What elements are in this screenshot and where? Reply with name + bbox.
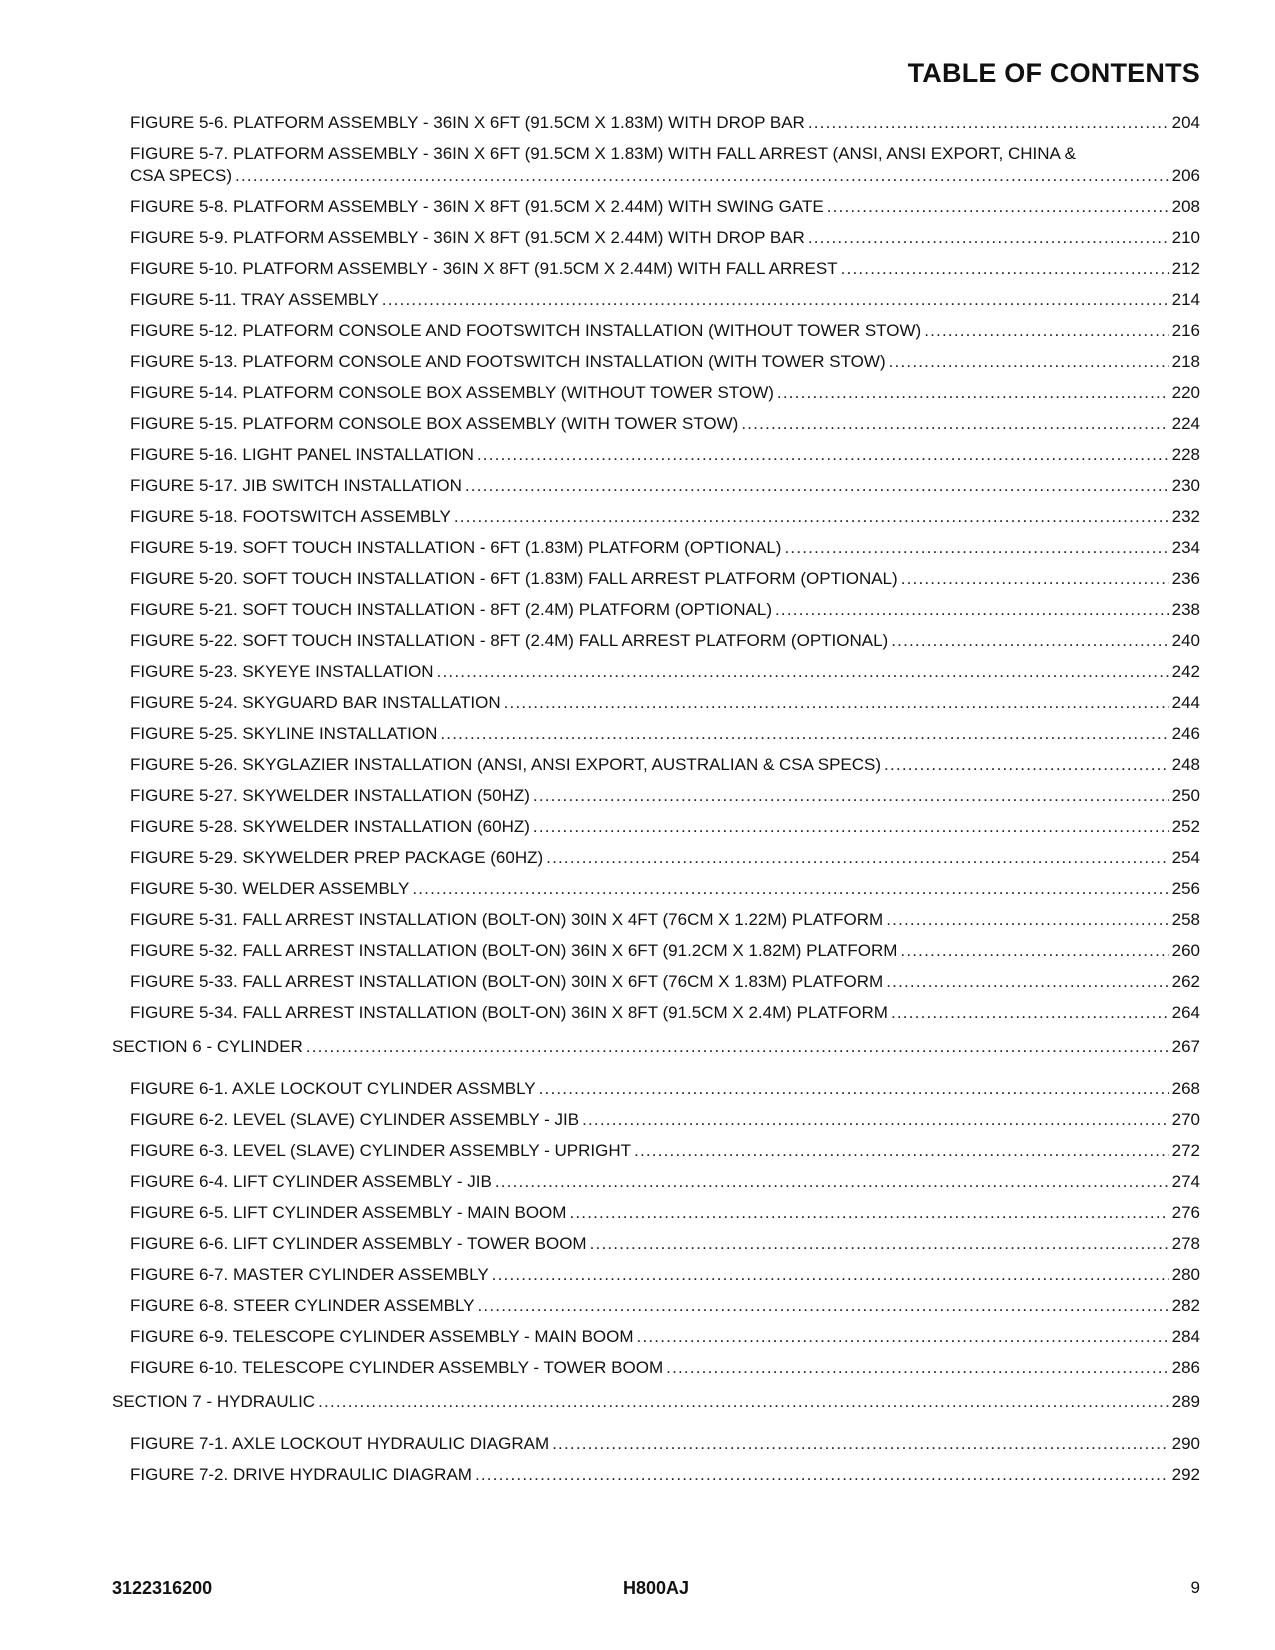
- toc-entry-page: 289: [1171, 1392, 1200, 1411]
- toc-entry-row: [130, 630, 1200, 652]
- toc-entry-page: 218: [1171, 352, 1200, 371]
- toc-figure-entry[interactable]: [0, 1433, 1275, 1455]
- toc-entry-page: 236: [1171, 569, 1200, 588]
- toc-entry-page: 292: [1171, 1465, 1200, 1484]
- toc-entry-label: FIGURE 5-30. WELDER ASSEMBLY: [130, 879, 410, 898]
- toc-entry-page: 264: [1171, 1003, 1200, 1022]
- toc-figure-entry[interactable]: [0, 444, 1275, 466]
- toc-figure-entry[interactable]: [0, 227, 1275, 249]
- toc-entry-label: FIGURE 5-18. FOOTSWITCH ASSEMBLY: [130, 507, 451, 526]
- toc-entry-page: 274: [1171, 1172, 1200, 1191]
- dot-leader: [841, 258, 1169, 280]
- toc-entry-page: 284: [1171, 1327, 1200, 1346]
- toc-entry-row: [130, 112, 1200, 134]
- toc-entry-label: FIGURE 5-16. LIGHT PANEL INSTALLATION: [130, 445, 474, 464]
- toc-entry-label: FIGURE 6-1. AXLE LOCKOUT CYLINDER ASSMBLY: [130, 1079, 536, 1098]
- toc-entry-page: 280: [1171, 1265, 1200, 1284]
- toc-figure-entry[interactable]: [0, 351, 1275, 373]
- toc-entry-page: 208: [1171, 197, 1200, 216]
- page-number: 9: [1190, 1578, 1200, 1597]
- toc-entry-label: CSA SPECS): [130, 166, 233, 185]
- dot-leader: [590, 1233, 1169, 1255]
- toc-entry-page: 260: [1171, 941, 1200, 960]
- toc-section-entry[interactable]: [0, 1036, 1275, 1058]
- toc-entry-label: SECTION 7 - HYDRAULIC: [112, 1392, 316, 1411]
- model-name: H800AJ: [622, 1578, 690, 1598]
- toc-entry-label: FIGURE 6-6. LIFT CYLINDER ASSEMBLY - TOWER BOOM: [130, 1234, 587, 1253]
- toc-figure-entry[interactable]: [0, 1326, 1275, 1348]
- toc-figure-entry[interactable]: [0, 692, 1275, 714]
- toc-entry-row: [130, 1171, 1200, 1193]
- toc-entry-row: [112, 1391, 1200, 1413]
- toc-figure-entry[interactable]: [0, 1233, 1275, 1255]
- toc-entry-page: 232: [1171, 507, 1200, 526]
- toc-entry-row: [130, 413, 1200, 435]
- toc-entry-page: 267: [1171, 1037, 1200, 1056]
- toc-figure-entry[interactable]: [0, 878, 1275, 900]
- toc-figure-entry[interactable]: [0, 785, 1275, 807]
- toc-entry-row: [130, 382, 1200, 404]
- toc-entry-page: 286: [1171, 1358, 1200, 1377]
- toc-entry-row: [130, 599, 1200, 621]
- toc-entry-page: 224: [1171, 414, 1200, 433]
- toc-entry-page: 272: [1171, 1141, 1200, 1160]
- toc-entry-label: FIGURE 7-2. DRIVE HYDRAULIC DIAGRAM: [130, 1465, 472, 1484]
- toc-entry-label-line1: FIGURE 5-7. PLATFORM ASSEMBLY - 36IN X 6FT (91.5CM X 1.83M) WITH FALL ARREST (ANSI, ANSI EXPORT, CHINA &: [130, 144, 1076, 163]
- dot-leader: [741, 413, 1168, 435]
- dot-leader: [235, 165, 1169, 187]
- page-title: TABLE OF CONTENTS: [907, 58, 1200, 88]
- toc-entry-page: 278: [1171, 1234, 1200, 1253]
- dot-leader: [437, 661, 1169, 683]
- toc-entry-label: FIGURE 5-11. TRAY ASSEMBLY: [130, 290, 379, 309]
- dot-leader: [886, 971, 1168, 993]
- toc-entry-row: [130, 320, 1200, 342]
- toc-entry-row: [130, 661, 1200, 683]
- dot-leader: [465, 475, 1169, 497]
- toc-figure-entry[interactable]: [0, 1078, 1275, 1100]
- toc-entry-label: FIGURE 5-19. SOFT TOUCH INSTALLATION - 6FT (1.83M) PLATFORM (OPTIONAL): [130, 538, 782, 557]
- toc-figure-entry[interactable]: [0, 1002, 1275, 1024]
- toc-figure-entry[interactable]: [0, 382, 1275, 404]
- dot-leader: [306, 1036, 1169, 1058]
- toc-entry-page: 242: [1171, 662, 1200, 681]
- toc-entry-row: [130, 1002, 1200, 1024]
- dot-leader: [478, 1295, 1169, 1317]
- toc-figure-entry[interactable]: [0, 816, 1275, 838]
- toc-entry-row: [130, 1357, 1200, 1379]
- toc-entry-label: FIGURE 5-22. SOFT TOUCH INSTALLATION - 8FT (2.4M) FALL ARREST PLATFORM (OPTIONAL): [130, 631, 889, 650]
- toc-entry-row: [130, 1464, 1200, 1486]
- toc-entry-page: 290: [1171, 1434, 1200, 1453]
- toc-entry-page: 268: [1171, 1079, 1200, 1098]
- toc-entry-label: FIGURE 5-17. JIB SWITCH INSTALLATION: [130, 476, 462, 495]
- toc-entry-page: 230: [1171, 476, 1200, 495]
- toc-figure-entry[interactable]: [0, 971, 1275, 993]
- dot-leader: [454, 506, 1169, 528]
- dot-leader: [901, 568, 1169, 590]
- dot-leader: [808, 227, 1169, 249]
- toc-entry-page: 244: [1171, 693, 1200, 712]
- page-footer: [112, 1578, 1200, 1602]
- dot-leader: [412, 878, 1168, 900]
- dot-leader: [492, 1264, 1169, 1286]
- toc-entry-label: FIGURE 5-34. FALL ARREST INSTALLATION (BOLT-ON) 36IN X 8FT (91.5CM X 2.4M) PLATFORM: [130, 1003, 888, 1022]
- toc-entry-label: FIGURE 6-7. MASTER CYLINDER ASSEMBLY: [130, 1265, 489, 1284]
- dot-leader: [552, 1433, 1169, 1455]
- toc-entry-row: [130, 351, 1200, 373]
- toc-entry-label: FIGURE 6-10. TELESCOPE CYLINDER ASSEMBLY - TOWER BOOM: [130, 1358, 664, 1377]
- toc-entry-row: [130, 1295, 1200, 1317]
- dot-leader: [533, 816, 1169, 838]
- dot-leader: [475, 1464, 1169, 1486]
- dot-leader: [495, 1171, 1169, 1193]
- toc-entry-row: [130, 1233, 1200, 1255]
- toc-entry-label: FIGURE 5-21. SOFT TOUCH INSTALLATION - 8FT (2.4M) PLATFORM (OPTIONAL): [130, 600, 772, 619]
- toc-figure-entry[interactable]: [0, 1202, 1275, 1224]
- dot-leader: [504, 692, 1169, 714]
- dot-leader: [784, 537, 1168, 559]
- toc-entry-label: FIGURE 5-23. SKYEYE INSTALLATION: [130, 662, 434, 681]
- table-of-contents: [0, 112, 1275, 1495]
- toc-entry-page: 276: [1171, 1203, 1200, 1222]
- toc-figure-entry[interactable]: [0, 1264, 1275, 1286]
- toc-entry-label: FIGURE 5-9. PLATFORM ASSEMBLY - 36IN X 8FT (91.5CM X 2.44M) WITH DROP BAR: [130, 228, 805, 247]
- dot-leader: [827, 196, 1169, 218]
- toc-entry-page: 212: [1171, 259, 1200, 278]
- toc-entry-label: FIGURE 5-32. FALL ARREST INSTALLATION (BOLT-ON) 36IN X 6FT (91.2CM X 1.82M) PLATFORM: [130, 941, 898, 960]
- toc-entry-label: FIGURE 5-13. PLATFORM CONSOLE AND FOOTSWITCH INSTALLATION (WITH TOWER STOW): [130, 352, 886, 371]
- dot-leader: [886, 909, 1168, 931]
- toc-entry-page: 262: [1171, 972, 1200, 991]
- toc-figure-entry[interactable]: [0, 1109, 1275, 1131]
- toc-figure-entry[interactable]: [0, 320, 1275, 342]
- toc-figure-entry[interactable]: [0, 599, 1275, 621]
- toc-entry-row: [130, 847, 1200, 869]
- dot-leader: [891, 1002, 1169, 1024]
- toc-entry-label: FIGURE 5-27. SKYWELDER INSTALLATION (50HZ): [130, 786, 530, 805]
- toc-entry-label: FIGURE 6-5. LIFT CYLINDER ASSEMBLY - MAIN BOOM: [130, 1203, 567, 1222]
- toc-entry-page: 258: [1171, 910, 1200, 929]
- toc-figure-entry[interactable]: [0, 112, 1275, 134]
- toc-figure-entry[interactable]: [0, 723, 1275, 745]
- toc-entry-label: FIGURE 5-12. PLATFORM CONSOLE AND FOOTSWITCH INSTALLATION (WITHOUT TOWER STOW): [130, 321, 922, 340]
- toc-entry-page: 240: [1171, 631, 1200, 650]
- toc-entry-page: 216: [1171, 321, 1200, 340]
- dot-leader: [808, 112, 1169, 134]
- toc-entry-row: [130, 1326, 1200, 1348]
- toc-entry-page: 246: [1171, 724, 1200, 743]
- toc-entry-row: [130, 444, 1200, 466]
- toc-entry-row: [130, 227, 1200, 249]
- toc-entry-page: 248: [1171, 755, 1200, 774]
- toc-entry-row: [130, 196, 1200, 218]
- toc-entry-row: [130, 940, 1200, 962]
- dot-leader: [666, 1357, 1168, 1379]
- toc-entry-row: [130, 1433, 1200, 1455]
- toc-entry-label: FIGURE 5-25. SKYLINE INSTALLATION: [130, 724, 438, 743]
- toc-figure-entry[interactable]: [0, 630, 1275, 652]
- dot-leader: [900, 940, 1168, 962]
- document-number: 3122316200: [112, 1578, 213, 1598]
- toc-entry-page: 238: [1171, 600, 1200, 619]
- toc-figure-entry[interactable]: [0, 847, 1275, 869]
- dot-leader: [533, 785, 1169, 807]
- dot-leader: [569, 1202, 1168, 1224]
- toc-entry-label: FIGURE 5-29. SKYWELDER PREP PACKAGE (60HZ): [130, 848, 544, 867]
- toc-entry-label: FIGURE 5-15. PLATFORM CONSOLE BOX ASSEMBLY (WITH TOWER STOW): [130, 414, 739, 433]
- toc-entry-page: 256: [1171, 879, 1200, 898]
- toc-entry-row: [130, 785, 1200, 807]
- toc-entry-page: 220: [1171, 383, 1200, 402]
- toc-entry-row: [130, 1202, 1200, 1224]
- toc-entry-row: [130, 1140, 1200, 1162]
- toc-figure-entry[interactable]: [0, 289, 1275, 311]
- dot-leader: [924, 320, 1168, 342]
- toc-entry-row: [130, 258, 1200, 280]
- toc-entry-row: [130, 1078, 1200, 1100]
- toc-entry-page: 252: [1171, 817, 1200, 836]
- toc-entry-row: [130, 971, 1200, 993]
- toc-entry-row: [112, 1036, 1200, 1058]
- dot-leader: [775, 599, 1169, 621]
- toc-entry-label: SECTION 6 - CYLINDER: [112, 1037, 303, 1056]
- toc-entry-label: FIGURE 5-20. SOFT TOUCH INSTALLATION - 6FT (1.83M) FALL ARREST PLATFORM (OPTIONAL): [130, 569, 898, 588]
- dot-leader: [546, 847, 1168, 869]
- toc-entry-label: FIGURE 6-8. STEER CYLINDER ASSEMBLY: [130, 1296, 475, 1315]
- dot-leader: [891, 630, 1168, 652]
- toc-figure-entry[interactable]: [0, 1171, 1275, 1193]
- toc-figure-entry[interactable]: [0, 661, 1275, 683]
- toc-figure-entry[interactable]: [0, 475, 1275, 497]
- toc-entry-row: [130, 816, 1200, 838]
- toc-entry-label: FIGURE 5-6. PLATFORM ASSEMBLY - 36IN X 6FT (91.5CM X 1.83M) WITH DROP BAR: [130, 113, 805, 132]
- toc-entry-label: FIGURE 5-8. PLATFORM ASSEMBLY - 36IN X 8FT (91.5CM X 2.44M) WITH SWING GATE: [130, 197, 824, 216]
- toc-entry-label: FIGURE 6-9. TELESCOPE CYLINDER ASSEMBLY - MAIN BOOM: [130, 1327, 634, 1346]
- toc-figure-entry[interactable]: [0, 1464, 1275, 1486]
- toc-entry-row: [130, 1109, 1200, 1131]
- toc-figure-entry[interactable]: [0, 537, 1275, 559]
- dot-leader: [884, 754, 1169, 776]
- toc-entry-label: FIGURE 5-28. SKYWELDER INSTALLATION (60HZ): [130, 817, 530, 836]
- toc-figure-entry[interactable]: [0, 143, 1275, 187]
- toc-entry-row: [130, 506, 1200, 528]
- toc-entry-page: 228: [1171, 445, 1200, 464]
- toc-entry-label: FIGURE 5-24. SKYGUARD BAR INSTALLATION: [130, 693, 501, 712]
- toc-figure-entry[interactable]: [0, 940, 1275, 962]
- toc-entry-label: FIGURE 5-14. PLATFORM CONSOLE BOX ASSEMBLY (WITHOUT TOWER STOW): [130, 383, 774, 402]
- dot-leader: [582, 1109, 1169, 1131]
- toc-figure-entry[interactable]: [0, 568, 1275, 590]
- toc-section-entry[interactable]: [0, 1391, 1275, 1413]
- toc-entry-page: 254: [1171, 848, 1200, 867]
- toc-entry-row: [130, 909, 1200, 931]
- toc-entry-row: [130, 289, 1200, 311]
- toc-entry-row: [130, 1264, 1200, 1286]
- toc-figure-entry[interactable]: [0, 258, 1275, 280]
- toc-entry-page: 250: [1171, 786, 1200, 805]
- toc-entry-label: FIGURE 5-33. FALL ARREST INSTALLATION (BOLT-ON) 30IN X 6FT (76CM X 1.83M) PLATFORM: [130, 972, 884, 991]
- toc-entry-label: FIGURE 5-26. SKYGLAZIER INSTALLATION (ANSI, ANSI EXPORT, AUSTRALIAN & CSA SPECS): [130, 755, 882, 774]
- toc-entry-label: FIGURE 7-1. AXLE LOCKOUT HYDRAULIC DIAGRAM: [130, 1434, 550, 1453]
- toc-entry-label: FIGURE 5-31. FALL ARREST INSTALLATION (BOLT-ON) 30IN X 4FT (76CM X 1.22M) PLATFORM: [130, 910, 884, 929]
- toc-entry-row: [130, 692, 1200, 714]
- dot-leader: [539, 1078, 1169, 1100]
- toc-entry-row: [130, 537, 1200, 559]
- toc-figure-entry[interactable]: [0, 1140, 1275, 1162]
- toc-entry-page: 234: [1171, 538, 1200, 557]
- toc-figure-entry[interactable]: [0, 1357, 1275, 1379]
- toc-entry-row: [130, 754, 1200, 776]
- toc-entry-page: 204: [1171, 113, 1200, 132]
- toc-figure-entry[interactable]: [0, 413, 1275, 435]
- toc-entry-row: [130, 568, 1200, 590]
- toc-entry-row: [130, 723, 1200, 745]
- dot-leader: [889, 351, 1169, 373]
- toc-figure-entry[interactable]: [0, 196, 1275, 218]
- toc-entry-page: 214: [1171, 290, 1200, 309]
- toc-entry-label: FIGURE 6-2. LEVEL (SLAVE) CYLINDER ASSEMBLY - JIB: [130, 1110, 580, 1129]
- toc-figure-entry[interactable]: [0, 754, 1275, 776]
- toc-entry-label: FIGURE 5-10. PLATFORM ASSEMBLY - 36IN X 8FT (91.5CM X 2.44M) WITH FALL ARREST: [130, 259, 838, 278]
- dot-leader: [477, 444, 1169, 466]
- toc-entry-page: 210: [1171, 228, 1200, 247]
- toc-entry-row: [130, 165, 1200, 187]
- toc-entry-row: [130, 475, 1200, 497]
- dot-leader: [440, 723, 1168, 745]
- toc-figure-entry[interactable]: [0, 506, 1275, 528]
- dot-leader: [318, 1391, 1169, 1413]
- dot-leader: [637, 1326, 1169, 1348]
- toc-entry-label: FIGURE 6-3. LEVEL (SLAVE) CYLINDER ASSEMBLY - UPRIGHT: [130, 1141, 632, 1160]
- toc-figure-entry[interactable]: [0, 1295, 1275, 1317]
- toc-entry-label: FIGURE 6-4. LIFT CYLINDER ASSEMBLY - JIB: [130, 1172, 492, 1191]
- dot-leader: [634, 1140, 1169, 1162]
- toc-entry-page: 270: [1171, 1110, 1200, 1129]
- toc-entry-page: 206: [1171, 166, 1200, 185]
- toc-entry-row: [130, 878, 1200, 900]
- toc-figure-entry[interactable]: [0, 909, 1275, 931]
- toc-entry-page: 282: [1171, 1296, 1200, 1315]
- dot-leader: [382, 289, 1169, 311]
- dot-leader: [777, 382, 1169, 404]
